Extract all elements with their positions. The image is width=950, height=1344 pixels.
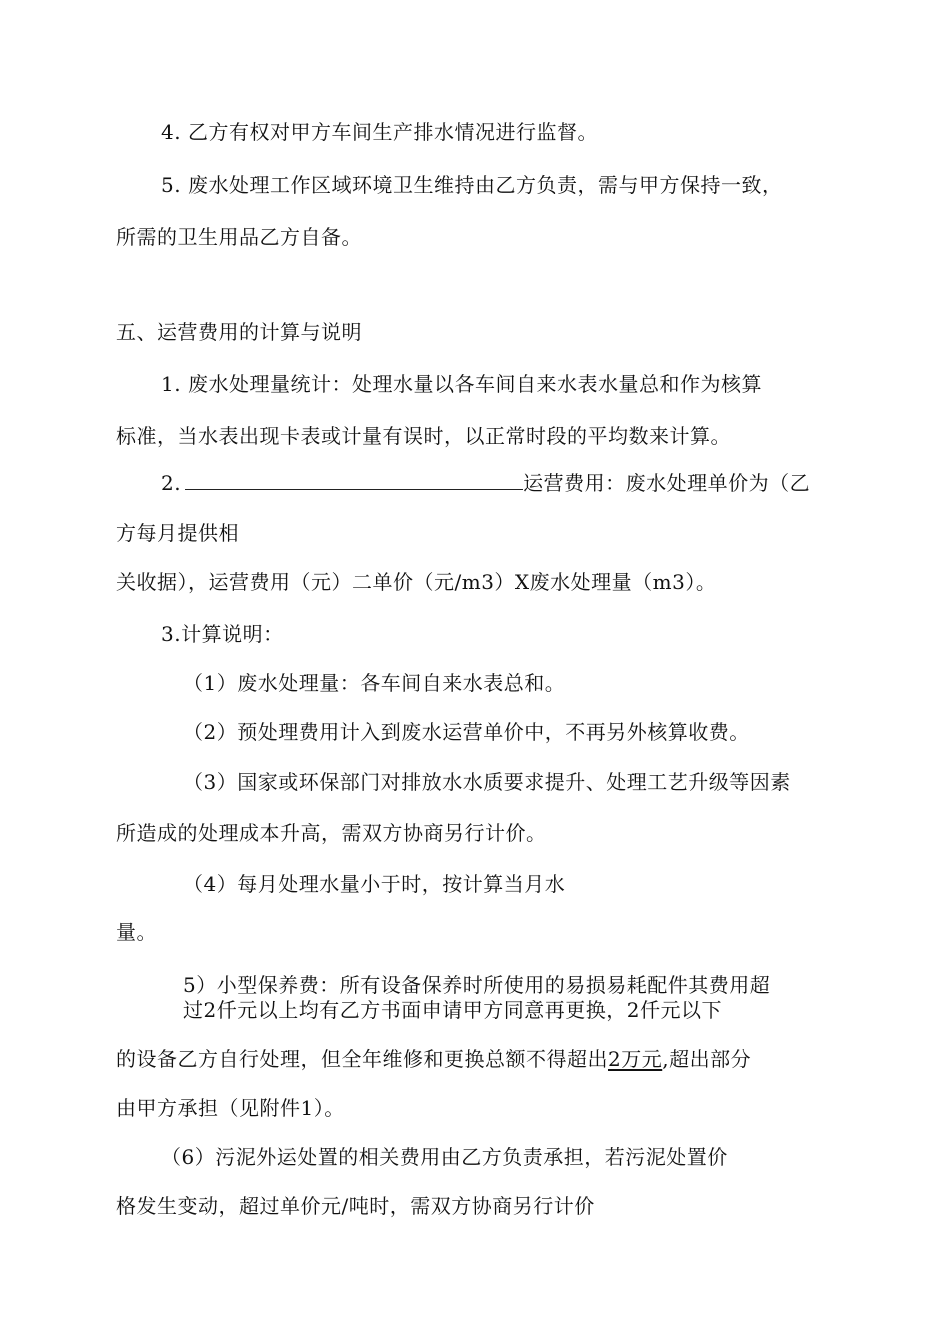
item-5-continuation: 所需的卫生用品乙方自备。	[116, 225, 362, 249]
limit-amount: 2万元	[608, 1047, 663, 1071]
calc-note-4: （4）每月处理水量小于时，按计算当月水	[183, 872, 566, 896]
calc-note-5-line4: 由甲方承担（见附件1）。	[116, 1096, 345, 1120]
calc-note-5-text: 的设备乙方自行处理，但全年维修和更换总额不得超出	[116, 1047, 608, 1071]
calc-note-5-continuation: 过2仟元以上均有乙方书面申请甲方同意再更换，2仟元以下	[183, 998, 722, 1022]
blank-fill-line	[185, 471, 523, 490]
sub-item-1-continuation: 标准，当水表出现卡表或计量有误时，以正常时段的平均数来计算。	[116, 424, 731, 448]
item-4-line: 4. 乙方有权对甲方车间生产排水情况进行监督。	[161, 120, 598, 144]
calc-note-5: 5）小型保养费：所有设备保养时所使用的易损易耗配件其费用超	[183, 973, 771, 997]
sub-item-2-line	[161, 469, 810, 497]
calc-note-5-line3	[116, 1045, 751, 1073]
calc-note-3: （3）国家或环保部门对排放水水质要求提升、处理工艺升级等因素	[183, 770, 791, 794]
item-5-line: 5. 废水处理工作区域环境卫生维持由乙方负责，需与甲方保持一致，	[161, 173, 783, 197]
calc-note-4-continuation: 量。	[116, 920, 157, 944]
sub-item-3-line: 3.计算说明：	[161, 622, 284, 646]
calc-note-2: （2）预处理费用计入到废水运营单价中，不再另外核算收费。	[183, 720, 750, 744]
sub-item-2-continuation: 方每月提供相	[116, 521, 239, 545]
sub-item-1-line: 1. 废水处理量统计：处理水量以各车间自来水表水量总和作为核算	[161, 372, 762, 396]
sub-item-2-number: 2.	[161, 471, 182, 495]
calc-note-6: （6）污泥外运处置的相关费用由乙方负责承担，若污泥处置价	[161, 1145, 728, 1169]
calc-note-3-continuation: 所造成的处理成本升高，需双方协商另行计价。	[116, 821, 547, 845]
sub-item-2-formula: 关收据），运营费用（元）二单价（元/m3）X废水处理量（m3）。	[116, 570, 717, 594]
calc-note-6-continuation: 格发生变动，超过单价元/吨时，需双方协商另行计价	[116, 1194, 595, 1218]
calc-note-5-tail: ,超出部分	[662, 1047, 752, 1071]
section-heading: 五、运营费用的计算与说明	[116, 320, 362, 344]
calc-note-1: （1）废水处理量：各车间自来水表总和。	[183, 671, 566, 695]
sub-item-2-text: 运营费用：废水处理单价为（乙	[523, 471, 811, 495]
